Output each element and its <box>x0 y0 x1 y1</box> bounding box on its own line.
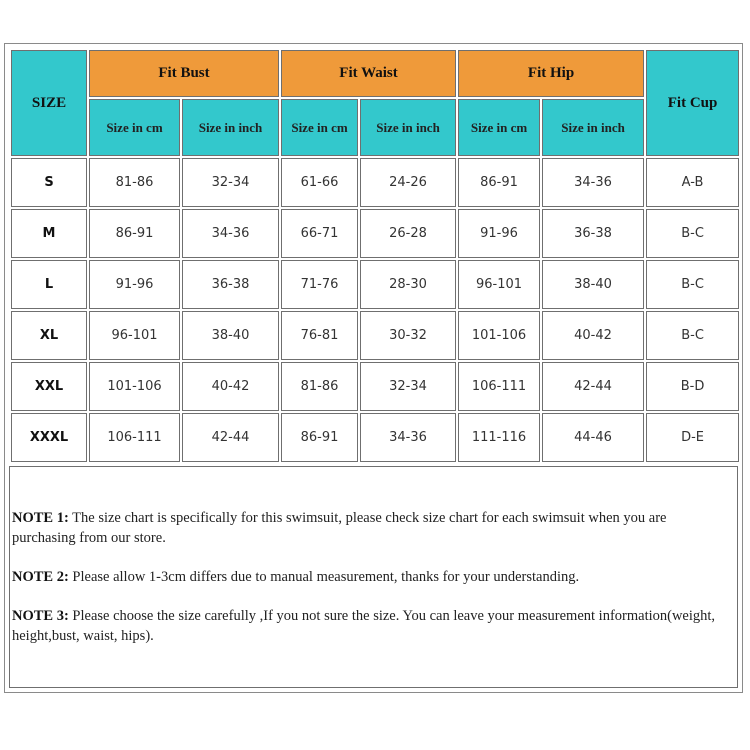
table-cell: 61-66 <box>281 158 358 207</box>
bust-inch-subheader: Size in inch <box>182 99 279 156</box>
table-cell: 34-36 <box>360 413 456 462</box>
table-cell: 44-46 <box>542 413 644 462</box>
table-cell: 81-86 <box>89 158 180 207</box>
size-header: SIZE <box>11 50 87 156</box>
note-2: NOTE 2: Please allow 1-3cm differs due to manual measurement, thanks for your understanding. <box>12 569 580 585</box>
table-cell: B-C <box>646 260 739 309</box>
table-row <box>11 362 739 411</box>
table-cell: B-D <box>646 362 739 411</box>
table-cell: B-C <box>646 311 739 360</box>
fit-waist-header: Fit Waist <box>281 50 456 97</box>
size-label-cell: XXXL <box>11 413 87 462</box>
table-cell: 66-71 <box>281 209 358 258</box>
table-cell: 111-116 <box>458 413 540 462</box>
table-cell: 34-36 <box>182 209 279 258</box>
size-label-cell: L <box>11 260 87 309</box>
table-cell: 30-32 <box>360 311 456 360</box>
table-cell: 71-76 <box>281 260 358 309</box>
table-cell: 26-28 <box>360 209 456 258</box>
note-1: NOTE 1: The size chart is specifically for this swimsuit, please check size chart for each swimsuit when you are purchasing from our store. <box>12 510 667 546</box>
table-cell: 32-34 <box>182 158 279 207</box>
table-cell: 76-81 <box>281 311 358 360</box>
size-rows <box>11 158 739 462</box>
table-cell: 36-38 <box>542 209 644 258</box>
table-row <box>11 413 739 462</box>
size-label-cell: M <box>11 209 87 258</box>
table-cell: 36-38 <box>182 260 279 309</box>
size-label-cell: XXL <box>11 362 87 411</box>
table-cell: 38-40 <box>182 311 279 360</box>
table-cell: 42-44 <box>182 413 279 462</box>
table-cell: 40-42 <box>542 311 644 360</box>
fit-hip-header: Fit Hip <box>458 50 644 97</box>
hip-cm-subheader: Size in cm <box>458 99 540 156</box>
table-row <box>11 260 739 309</box>
table-cell: 42-44 <box>542 362 644 411</box>
table-cell: 96-101 <box>458 260 540 309</box>
table-cell: 106-111 <box>458 362 540 411</box>
table-row <box>11 158 739 207</box>
note-3: NOTE 3: Please choose the size carefully ,If you not sure the size. You can leave your measurement information(weight, height,bust, waist, hips). <box>12 608 716 644</box>
fit-cup-header: Fit Cup <box>646 50 739 156</box>
size-label-cell: S <box>11 158 87 207</box>
notes-section <box>12 508 732 665</box>
table-cell: 38-40 <box>542 260 644 309</box>
table-cell: 34-36 <box>542 158 644 207</box>
table-cell: D-E <box>646 413 739 462</box>
size-chart-table <box>9 48 741 464</box>
table-cell: 91-96 <box>89 260 180 309</box>
size-label-cell: XL <box>11 311 87 360</box>
table-cell: 96-101 <box>89 311 180 360</box>
table-row <box>11 209 739 258</box>
table-cell: 106-111 <box>89 413 180 462</box>
table-cell: 32-34 <box>360 362 456 411</box>
table-cell: 40-42 <box>182 362 279 411</box>
table-cell: 86-91 <box>458 158 540 207</box>
waist-cm-subheader: Size in cm <box>281 99 358 156</box>
table-cell: 86-91 <box>89 209 180 258</box>
table-cell: 101-106 <box>89 362 180 411</box>
fit-bust-header: Fit Bust <box>89 50 279 97</box>
table-cell: 24-26 <box>360 158 456 207</box>
table-cell: 91-96 <box>458 209 540 258</box>
table-cell: 28-30 <box>360 260 456 309</box>
table-row <box>11 311 739 360</box>
waist-inch-subheader: Size in inch <box>360 99 456 156</box>
table-cell: 86-91 <box>281 413 358 462</box>
table-cell: A-B <box>646 158 739 207</box>
table-cell: B-C <box>646 209 739 258</box>
table-cell: 101-106 <box>458 311 540 360</box>
table-cell: 81-86 <box>281 362 358 411</box>
bust-cm-subheader: Size in cm <box>89 99 180 156</box>
hip-inch-subheader: Size in inch <box>542 99 644 156</box>
